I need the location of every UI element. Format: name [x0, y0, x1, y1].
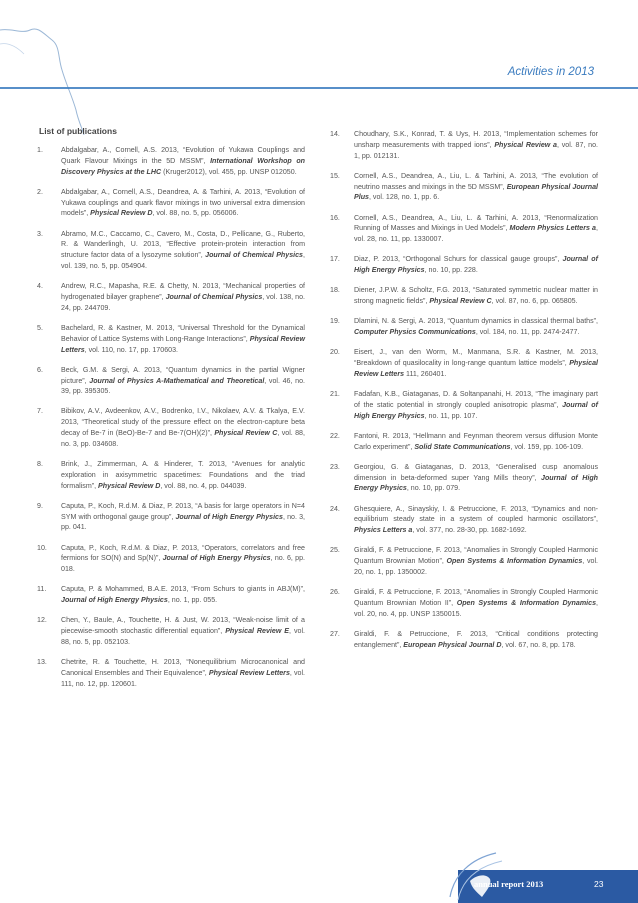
journal-name: International Workshop on Discovery Physics at the LHC — [61, 156, 305, 176]
journal-name: Journal of Chemical Physics — [205, 251, 304, 260]
publication-entry — [37, 584, 305, 606]
publication-entry — [330, 129, 598, 161]
entry-number: 10. — [37, 543, 47, 552]
journal-name: Journal of High Energy Physics — [175, 512, 283, 521]
journal-name: Journal of High Energy Physics — [162, 554, 271, 563]
africa-logo-icon — [440, 845, 510, 903]
entry-text: Chen, Y., Baule, A., Touchette, H. & Just, W. 2013, “Weak-noise limit of a piecewise-smooth stochastic differential equation”, Physical Review E, vol. 88, no. 5, pp. 052103. — [61, 616, 305, 646]
entry-text: Ghesquiere, A., Sinayskiy, I. & Petruccione, F. 2013, “Dynamics and non-equilibrium steady state in a system of coupled harmonic oscillators”, Physics Letters a, vol. 377, no. 28-30, pp. 1682-1692. — [354, 504, 598, 535]
journal-name: Physical Review C — [214, 429, 278, 438]
journal-name: European Physical Journal D — [403, 640, 502, 649]
publication-entry — [37, 281, 305, 313]
entry-text: Bachelard, R. & Kastner, M. 2013, “Universal Threshold for the Dynamical Behavior of Lattice Systems with Long-Range Interactions”, Physical Review Letters, vol. 110, no. 17, pp. 170603. — [61, 323, 305, 354]
publication-entry — [37, 406, 305, 449]
publication-entry — [330, 462, 598, 494]
journal-name: Physical Review Letters — [354, 359, 598, 378]
entry-text: Bibikov, A.V., Avdeenkov, A.V., Bodrenko, I.V., Nikolaev, A.V. & Tkalya, E.V. 2013, “Theoretical study of the pressure effect on the electron-capture beta decay of Be-7 in (BeO)-Be-7 and Be-7(OH)(2)”, Physical Review C, vol. 88, no. 3, pp. 034608. — [61, 407, 305, 448]
entry-number: 2. — [37, 187, 43, 196]
journal-name: Journal of High Energy Physics — [354, 400, 598, 420]
entry-number: 4. — [37, 282, 43, 291]
page-header — [0, 0, 638, 100]
entry-text: Diaz, P. 2013, “Orthogonal Schurs for classical gauge groups”, Journal of High Energy Physics, no. 10, pp. 228. — [354, 255, 598, 275]
entry-number: 15. — [330, 171, 340, 180]
entry-number: 13. — [37, 658, 47, 667]
journal-name: Journal of High Energy Physics — [354, 473, 598, 493]
journal-name: Computer Physics Communications — [354, 328, 476, 337]
entry-text: Brink, J., Zimmerman, A. & Hinderer, T. 2013, “Avenues for analytic exploration in axisymmetric spacetimes: Foundations and the triad formalism”, Physical Review D, vol. 88, no. 4, pp. 044039. — [61, 460, 305, 490]
entry-number: 3. — [37, 229, 43, 238]
journal-name: Physical Review E — [225, 627, 290, 636]
publication-entry — [37, 365, 305, 397]
publication-entry — [37, 229, 305, 272]
publication-entry — [330, 431, 598, 453]
entry-number: 5. — [37, 323, 43, 332]
entry-number: 21. — [330, 390, 340, 399]
section-title: List of publications — [39, 126, 117, 136]
publication-list-left — [37, 145, 305, 699]
entry-text: Giraldi, F. & Petruccione, F. 2013, “Critical conditions protecting entanglement”, European Physical Journal D, vol. 67, no. 8, pp. 178. — [354, 629, 598, 649]
entry-number: 16. — [330, 213, 340, 222]
entry-number: 1. — [37, 146, 43, 154]
entry-number: 8. — [37, 460, 43, 469]
entry-text: Caputa, P., Koch, R.d.M. & Diaz, P. 2013, “A basis for large operators in N=4 SYM with orthogonal gauge group”, Journal of High Energy Physics, no. 3, pp. 041. — [61, 501, 305, 532]
entry-text: Caputa, P. & Mohammed, B.A.E. 2013, “From Schurs to giants in ABJ(M)”, Journal of High Energy Physics, no. 1, pp. 055. — [61, 585, 305, 605]
entry-text: Caputa, P., Koch, R.d.M. & Diaz, P. 2013, “Operators, correlators and free fermions for SO(N) and Sp(N)”, Journal of High Energy Physics, no. 6, pp. 018. — [61, 543, 305, 574]
publication-entry — [330, 285, 598, 307]
entry-text: Fantoni, R. 2013, “Hellmann and Feynman theorem versus diffusion Monte Carlo experiment”, Solid State Communications, vol. 159, pp. 106-109. — [354, 431, 598, 451]
journal-name: Journal of Physics A-Mathematical and Theoretical — [89, 376, 265, 385]
publication-entry — [37, 615, 305, 647]
entry-text: Dlamini, N. & Sergi, A. 2013, “Quantum dynamics in classical thermal baths”, Computer Physics Communications, vol. 184, no. 11, pp. 2474-2477. — [354, 317, 598, 337]
africa-map-outline-icon — [0, 0, 90, 135]
journal-name: Solid State Communications — [414, 442, 511, 451]
publication-entry — [330, 213, 598, 245]
entry-number: 22. — [330, 431, 340, 440]
entry-text: Fadafan, K.B., Giataganas, D. & Soltanpanahi, H. 2013, “The imaginary part of the static potential in strongly coupled anisotropic plasma”, Journal of High Energy Physics, no. 11, pp. 107. — [354, 390, 598, 420]
entry-text: Diener, J.P.W. & Scholtz, F.G. 2013, “Saturated symmetric nuclear matter in strong magnetic fields”, Physical Review C, vol. 87, no. 6, pp. 065805. — [354, 286, 598, 306]
entry-number: 25. — [330, 546, 340, 555]
journal-name: Journal of High Energy Physics — [354, 255, 598, 275]
journal-name: Modern Physics Letters a — [509, 224, 597, 233]
entry-number: 14. — [330, 130, 340, 138]
journal-name: Physical Review D — [98, 481, 161, 490]
footer-label: annual report 2013 — [474, 879, 544, 889]
entry-text: Abdalgabar, A., Cornell, A.S., Deandrea, A. & Tarhini, A. 2013, “Evolution of Yukawa couplings and quark flavor mixings in two universal extra dimension models”, Physical Review D, vol. 88, no. 5, pp. 056006. — [61, 187, 305, 218]
publication-entry — [330, 629, 598, 651]
entry-number: 24. — [330, 504, 340, 513]
publication-entry — [330, 504, 598, 536]
entry-text: Georgiou, G. & Giataganas, D. 2013, “Generalised cusp anomalous dimension in beta-deformed super Yang Mills theory”, Journal of High Energy Physics, no. 10, pp. 079. — [354, 462, 598, 493]
page-number: 23 — [594, 879, 604, 889]
header-divider — [0, 87, 638, 89]
entry-text: Giraldi, F. & Petruccione, F. 2013, “Anomalies in Strongly Coupled Harmonic Quantum Brownian Motion”, Open Systems & Information Dynamics, vol. 20, no. 1, pp. 1350002. — [354, 546, 598, 576]
entry-number: 18. — [330, 286, 340, 295]
entry-number: 20. — [330, 348, 340, 357]
publication-entry — [37, 187, 305, 219]
publication-entry — [37, 145, 305, 177]
journal-name: Journal of High Energy Physics — [61, 596, 168, 605]
publication-entry — [330, 347, 598, 379]
publication-entry — [37, 543, 305, 575]
journal-name: Physics Letters a — [354, 526, 413, 535]
entry-text: Abramo, M.C., Caccamo, C., Cavero, M., Costa, D., Pellicane, G., Ruberto, R. & Wanderlingh, U. 2013, “Effective protein-protein interaction from structure factor data of a lysozyme solution”, Journal of Chemical Physics, vol. 139, no. 5, pp. 054904. — [61, 229, 305, 270]
entry-number: 26. — [330, 588, 340, 597]
entry-text: Cornell, A.S., Deandrea, A., Liu, L. & Tarhini, A. 2013, “Renormalization Running of Masses and Mixings in Ued Models”, Modern Physics Letters a, vol. 28, no. 11, pp. 1330007. — [354, 213, 598, 244]
entry-text: Beck, G.M. & Sergi, A. 2013, “Quantum dynamics in the partial Wigner picture”, Journal of Physics A-Mathematical and Theoretical, vol. 46, no. 39, pp. 395305. — [61, 365, 305, 396]
entry-text: Abdalgabar, A., Cornell, A.S. 2013, “Evolution of Yukawa Couplings and Quark Flavour Mixings in the 5D MSSM”, International Workshop on Discovery Physics at the LHC (Kruger2012), vol. 455, pp. UNSP 012050. — [61, 146, 305, 176]
entry-number: 11. — [37, 585, 47, 594]
entry-number: 9. — [37, 501, 43, 510]
publication-entry — [37, 459, 305, 491]
entry-text: Chetrite, R. & Touchette, H. 2013, “Nonequilibrium Microcanonical and Canonical Ensembles and Their Equivalence”, Physical Review Letters, vol. 111, no. 12, pp. 120601. — [61, 658, 305, 688]
publication-entry — [330, 587, 598, 619]
entry-number: 23. — [330, 462, 340, 471]
entry-number: 12. — [37, 616, 47, 625]
publication-entry — [330, 254, 598, 276]
entry-number: 27. — [330, 629, 340, 638]
journal-name: Open Systems & Information Dynamics — [446, 557, 583, 566]
journal-name: Journal of Chemical Physics — [165, 292, 263, 301]
publication-entry — [37, 657, 305, 689]
page-title: Activities in 2013 — [507, 66, 594, 78]
journal-name: Physical Review a — [494, 140, 558, 149]
entry-text: Giraldi, F. & Petruccione, F. 2013, “Anomalies in Strongly Coupled Harmonic Quantum Brownian Motion II”, Open Systems & Information Dynamics, vol. 20, no. 4, pp. UNSP 1350015. — [354, 588, 598, 618]
publication-entry — [37, 323, 305, 355]
publication-entry — [330, 316, 598, 338]
publication-entry — [330, 545, 598, 577]
publication-list-right — [330, 129, 598, 660]
publication-entry — [37, 501, 305, 533]
journal-name: Physical Review D — [90, 209, 153, 218]
entry-number: 6. — [37, 365, 43, 374]
journal-name: Physical Review Letters — [208, 668, 290, 677]
publication-entry — [330, 389, 598, 421]
journal-name: Physical Review C — [429, 297, 492, 306]
entry-number: 7. — [37, 407, 43, 416]
entry-text: Choudhary, S.K., Konrad, T. & Uys, H. 2013, “Implementation schemes for unsharp measurements with trapped ions”, Physical Review a, vol. 87, no. 1, pp. 012131. — [354, 130, 598, 160]
entry-number: 17. — [330, 255, 340, 264]
journal-name: Physical Review Letters — [61, 334, 305, 354]
journal-name: European Physical Journal Plus — [354, 182, 598, 202]
entry-text: Eisert, J., van den Worm, M., Manmana, S.R. & Kastner, M. 2013, “Breakdown of quasilocality in long-range quantum lattice models”, Physical Review Letters 111, 260401. — [354, 348, 598, 378]
entry-text: Cornell, A.S., Deandrea, A., Liu, L. & Tarhini, A. 2013, “The evolution of neutrino masses and mixings in the 5D MSSM”, European Physical Journal Plus, vol. 128, no. 1, pp. 6. — [354, 171, 598, 202]
entry-text: Andrew, R.C., Mapasha, R.E. & Chetty, N. 2013, “Mechanical properties of hydrogenated bilayer graphene”, Journal of Chemical Physics, vol. 138, no. 24, pp. 244709. — [61, 282, 305, 312]
entry-number: 19. — [330, 317, 340, 326]
publication-entry — [330, 171, 598, 203]
journal-name: Open Systems & Information Dynamics — [456, 598, 597, 607]
